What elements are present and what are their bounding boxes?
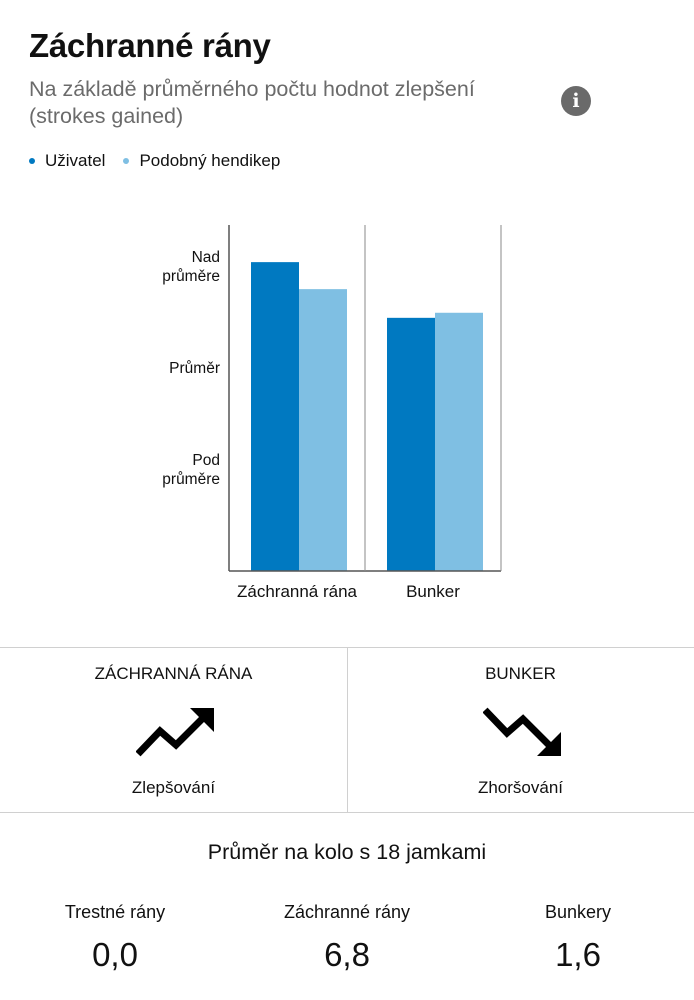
- bar-uživatel-1: [387, 318, 435, 571]
- strokes-gained-chart: [0, 190, 694, 620]
- y-tick-label: Nad průměre: [162, 249, 220, 286]
- bar-uživatel-0: [251, 262, 299, 571]
- stat-label: Bunkery: [544, 902, 612, 922]
- page-subtitle: Na základě průměrného počtu hodnot zlepšení (strokes gained): [29, 77, 475, 128]
- trend-title: BUNKER: [485, 664, 556, 683]
- legend-label: Podobný hendikep: [139, 151, 281, 170]
- x-tick-label: Záchranná rána: [236, 582, 358, 601]
- page-title: Záchranné rány: [29, 27, 271, 64]
- info-icon[interactable]: i: [561, 86, 591, 116]
- y-tick-label: Průměr: [169, 359, 220, 377]
- trend-card-bunker[interactable]: [347, 648, 694, 812]
- chart-plot: [0, 190, 694, 620]
- stat-penalty-strokes: [15, 902, 215, 974]
- bar-podobný-hendikep-1: [435, 313, 483, 571]
- stat-value: 6,8: [324, 936, 370, 973]
- trend-title: ZÁCHRANNÁ RÁNA: [94, 664, 253, 683]
- x-tick-label: Bunker: [406, 582, 460, 601]
- bar-podobný-hendikep-0: [299, 289, 347, 571]
- trend-card-scrambling[interactable]: [0, 648, 347, 812]
- legend-dot-icon: [123, 158, 129, 164]
- legend-dot-icon: [29, 158, 35, 164]
- trend-down-icon: [483, 704, 563, 760]
- trend-status: Zhoršování: [477, 778, 564, 797]
- chart-legend: [29, 151, 298, 171]
- trend-up-icon: [136, 704, 216, 760]
- stat-bunkers: [478, 902, 678, 974]
- stat-value: 0,0: [92, 936, 138, 973]
- divider: [0, 812, 694, 813]
- averages-title: Průměr na kolo s 18 jamkami: [207, 840, 487, 864]
- trend-status: Zlepšování: [131, 778, 216, 797]
- stat-scrambling: [247, 902, 447, 974]
- stat-label: Trestné rány: [64, 902, 166, 922]
- legend-item-similar-handicap: [123, 151, 280, 171]
- stat-label: Záchranné rány: [283, 902, 411, 922]
- y-tick-label: Pod průměre: [162, 451, 220, 488]
- stat-value: 1,6: [555, 936, 601, 973]
- legend-item-user: [29, 151, 105, 171]
- legend-label: Uživatel: [45, 151, 106, 170]
